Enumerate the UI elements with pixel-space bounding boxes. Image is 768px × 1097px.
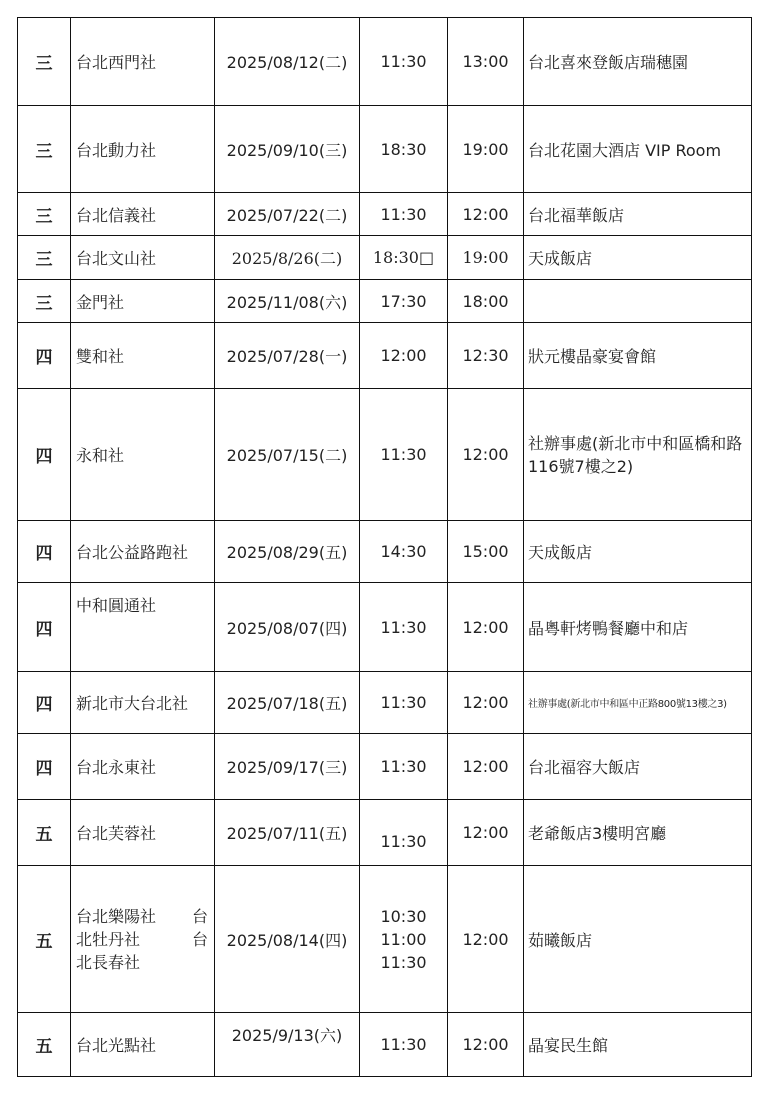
zone-cell: 五: [18, 866, 71, 1013]
venue-cell: [524, 280, 752, 323]
zone-cell: 三: [18, 236, 71, 280]
start-time-cell: 11:30: [360, 1013, 448, 1077]
date-cell: 2025/08/12(二): [215, 18, 360, 106]
date-cell: 2025/09/17(三): [215, 734, 360, 800]
end-time-cell: 12:00: [448, 734, 524, 800]
date-cell: 2025/07/11(五): [215, 800, 360, 866]
table-row: [18, 236, 752, 280]
venue-cell: 台北福容大飯店: [524, 734, 752, 800]
venue-cell: 晶宴民生館: [524, 1013, 752, 1077]
start-time: 10:30: [380, 906, 427, 926]
zone-cell: 四: [18, 323, 71, 389]
start-time-cell: 11:30: [360, 800, 448, 866]
start-time-cell: 11:30: [360, 734, 448, 800]
table-row: [18, 323, 752, 389]
club-cell: 台北光點社: [71, 1013, 215, 1077]
venue-cell: 老爺飯店3樓明宮廳: [524, 800, 752, 866]
date-cell: 2025/07/22(二): [215, 193, 360, 236]
date-cell: 2025/07/15(二): [215, 389, 360, 521]
venue-cell: 晶粵軒烤鴨餐廳中和店: [524, 583, 752, 672]
table-row: [18, 866, 752, 1013]
club-cell: 台北芙蓉社: [71, 800, 215, 866]
venue-cell: 社辦事處(新北市中和區橋和路116號7樓之2): [524, 389, 752, 521]
zone-cell: 五: [18, 1013, 71, 1077]
date-cell: 2025/08/07(四): [215, 583, 360, 672]
venue-cell: 台北花園大酒店 VIP Room: [524, 106, 752, 193]
end-time-cell: 12:00: [448, 1013, 524, 1077]
table-row: [18, 583, 752, 672]
end-time-cell: 12:00: [448, 389, 524, 521]
start-time-cell: 14:30: [360, 521, 448, 583]
table-row: [18, 672, 752, 734]
club-cell: 台北文山社: [71, 236, 215, 280]
date-cell: 2025/07/28(一): [215, 323, 360, 389]
end-time-cell: 19:00: [448, 106, 524, 193]
start-time-cell: 11:30: [360, 583, 448, 672]
table-row: [18, 521, 752, 583]
date-cell: 2025/08/14(四): [215, 866, 360, 1013]
start-time: 11:00: [380, 929, 427, 949]
club-cell: 台北永東社: [71, 734, 215, 800]
end-time-cell: 12:00: [448, 800, 524, 866]
club-cell: 中和圓通社: [71, 583, 215, 672]
end-time-cell: 18:00: [448, 280, 524, 323]
start-time-cell: 18:30: [360, 106, 448, 193]
club-list: [76, 905, 208, 974]
zone-cell: 四: [18, 672, 71, 734]
zone-cell: 四: [18, 521, 71, 583]
start-time-cell: 11:30: [360, 18, 448, 106]
club-name: 台: [191, 929, 208, 949]
club-cell: 台北西門社: [71, 18, 215, 106]
club-meeting-table: [17, 17, 752, 1077]
venue-cell: 社辦事處(新北市中和區中正路800號13樓之3): [524, 672, 752, 734]
date-cell: 2025/8/26(二): [215, 236, 360, 280]
start-time-cell: 11:30: [360, 193, 448, 236]
zone-cell: 三: [18, 193, 71, 236]
table-row: [18, 734, 752, 800]
club-cell: 台北動力社: [71, 106, 215, 193]
end-time-cell: 19:00: [448, 236, 524, 280]
venue-cell: 台北福華飯店: [524, 193, 752, 236]
table-row: [18, 280, 752, 323]
table-row: [18, 18, 752, 106]
start-time-cell: 17:30: [360, 280, 448, 323]
start-time-cell: 12:00: [360, 323, 448, 389]
end-time-cell: 12:30: [448, 323, 524, 389]
date-cell: 2025/9/13(六): [215, 1013, 360, 1077]
end-time-cell: 12:00: [448, 193, 524, 236]
club-cell: [71, 866, 215, 1013]
zone-cell: 四: [18, 734, 71, 800]
end-time-cell: 13:00: [448, 18, 524, 106]
start-time-cell: 11:30: [360, 672, 448, 734]
club-name: 北長春社: [76, 952, 141, 972]
club-cell: 台北公益路跑社: [71, 521, 215, 583]
zone-cell: 四: [18, 583, 71, 672]
end-time-cell: 12:00: [448, 866, 524, 1013]
date-cell: 2025/09/10(三): [215, 106, 360, 193]
venue-cell: 狀元樓晶豪宴會館: [524, 323, 752, 389]
table-row: [18, 389, 752, 521]
end-time-cell: 12:00: [448, 672, 524, 734]
zone-cell: 五: [18, 800, 71, 866]
start-time-cell: 11:30: [360, 389, 448, 521]
date-cell: 2025/11/08(六): [215, 280, 360, 323]
club-cell: 金門社: [71, 280, 215, 323]
zone-cell: 三: [18, 18, 71, 106]
club-cell: 新北市大台北社: [71, 672, 215, 734]
zone-cell: 四: [18, 389, 71, 521]
club-cell: 永和社: [71, 389, 215, 521]
table-row: [18, 106, 752, 193]
table-row: [18, 193, 752, 236]
club-name: 北牡丹社: [76, 929, 141, 949]
zone-cell: 三: [18, 280, 71, 323]
end-time-cell: 15:00: [448, 521, 524, 583]
zone-cell: 三: [18, 106, 71, 193]
venue-cell: 天成飯店: [524, 236, 752, 280]
start-time-cell: 18:30□: [360, 236, 448, 280]
club-name: 台: [191, 906, 208, 926]
club-cell: 雙和社: [71, 323, 215, 389]
venue-cell: 天成飯店: [524, 521, 752, 583]
start-time: 11:30: [380, 952, 427, 972]
venue-cell: 台北喜來登飯店瑞穗園: [524, 18, 752, 106]
date-cell: 2025/08/29(五): [215, 521, 360, 583]
table-row: [18, 800, 752, 866]
table-row: [18, 1013, 752, 1077]
venue-cell: 茹曦飯店: [524, 866, 752, 1013]
end-time-cell: 12:00: [448, 583, 524, 672]
club-name: 台北樂陽社: [76, 906, 157, 926]
date-cell: 2025/07/18(五): [215, 672, 360, 734]
club-cell: 台北信義社: [71, 193, 215, 236]
start-time-cell: [360, 866, 448, 1013]
